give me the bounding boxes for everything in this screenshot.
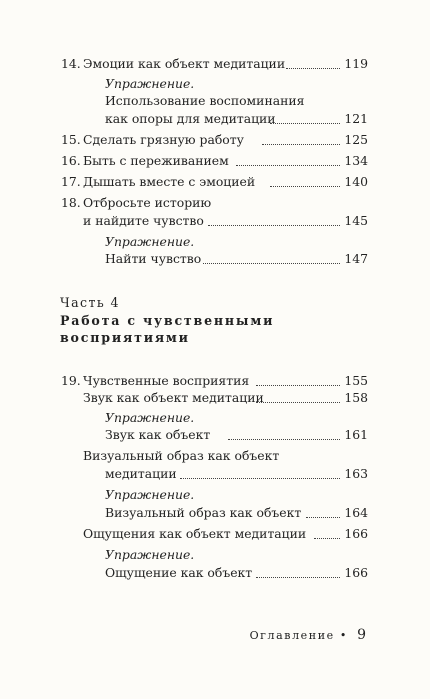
toc-entry-title[interactable]: Быть с переживанием (83, 153, 229, 168)
footer-bullet: • (339, 629, 348, 642)
dot-leader (208, 224, 340, 226)
toc-page: 119 (344, 56, 368, 71)
part-title: Работа с чувственными (60, 313, 275, 328)
toc-number: 17. (61, 174, 81, 189)
toc-page: 158 (344, 390, 368, 405)
toc-page: 121 (344, 111, 368, 126)
toc-entry-title[interactable]: Использование воспоминания (105, 93, 305, 108)
toc-entry-title[interactable]: Эмоции как объект медитации (83, 56, 286, 71)
toc-number: 16. (61, 153, 81, 168)
toc-page: 163 (344, 466, 368, 481)
toc-page: 166 (344, 565, 368, 580)
footer-section: Оглавление (249, 629, 335, 642)
toc-entry-title[interactable]: Дышать вместе с эмоцией (83, 174, 256, 189)
toc-entry-title[interactable]: Звук как объект медитации (83, 390, 264, 405)
toc-page: 161 (344, 427, 368, 442)
toc-page: 125 (344, 132, 368, 147)
part-label: Часть 4 (60, 295, 120, 310)
toc-page: 145 (344, 213, 368, 228)
dot-leader (236, 164, 340, 166)
dot-leader (228, 438, 340, 440)
toc-entry-title-cont[interactable]: как опоры для медитации (105, 111, 276, 126)
toc-number: 14. (61, 56, 81, 71)
dot-leader (262, 143, 340, 145)
toc-number: 15. (61, 132, 81, 147)
exercise-label: Упражнение. (105, 487, 195, 502)
toc-page: 155 (344, 373, 368, 388)
dot-leader (256, 401, 340, 403)
toc-number: 18. (61, 195, 81, 210)
dot-leader (256, 576, 340, 578)
exercise-label: Упражнение. (105, 547, 195, 562)
exercise-label: Упражнение. (105, 234, 195, 249)
part-title-cont: восприятиями (60, 330, 190, 345)
toc-entry-title[interactable]: Сделать грязную работу (83, 132, 244, 147)
exercise-label: Упражнение. (105, 76, 195, 91)
dot-leader (314, 537, 340, 539)
toc-page: 134 (344, 153, 368, 168)
toc-page: 140 (344, 174, 368, 189)
toc-entry-title[interactable]: Ощущение как объект (105, 565, 253, 580)
dot-leader (270, 185, 340, 187)
dot-leader (203, 262, 340, 264)
page-number: 9 (357, 627, 366, 643)
toc-entry-title[interactable]: Отбросьте историю (83, 195, 212, 210)
dot-leader (270, 122, 340, 124)
toc-page: 164 (344, 505, 368, 520)
toc-entry-title[interactable]: Чувственные восприятия (83, 373, 250, 388)
toc-entry-title-cont[interactable]: медитации (105, 466, 177, 481)
toc-number: 19. (61, 373, 81, 388)
dot-leader (180, 477, 340, 479)
toc-entry-title[interactable]: Визуальный образ как объект (83, 448, 280, 463)
exercise-label: Упражнение. (105, 410, 195, 425)
dot-leader (306, 516, 340, 518)
dot-leader (256, 384, 340, 386)
toc-page: 166 (344, 526, 368, 541)
toc-page: 147 (344, 251, 368, 266)
toc-entry-title[interactable]: Ощущения как объект медитации (83, 526, 307, 541)
dot-leader (286, 67, 340, 69)
toc-entry-title[interactable]: Визуальный образ как объект (105, 505, 302, 520)
toc-entry-title[interactable]: Найти чувство (105, 251, 202, 266)
toc-entry-title[interactable]: Звук как объект (105, 427, 211, 442)
running-footer (250, 627, 366, 643)
toc-entry-title-cont[interactable]: и найдите чувство (83, 213, 204, 228)
